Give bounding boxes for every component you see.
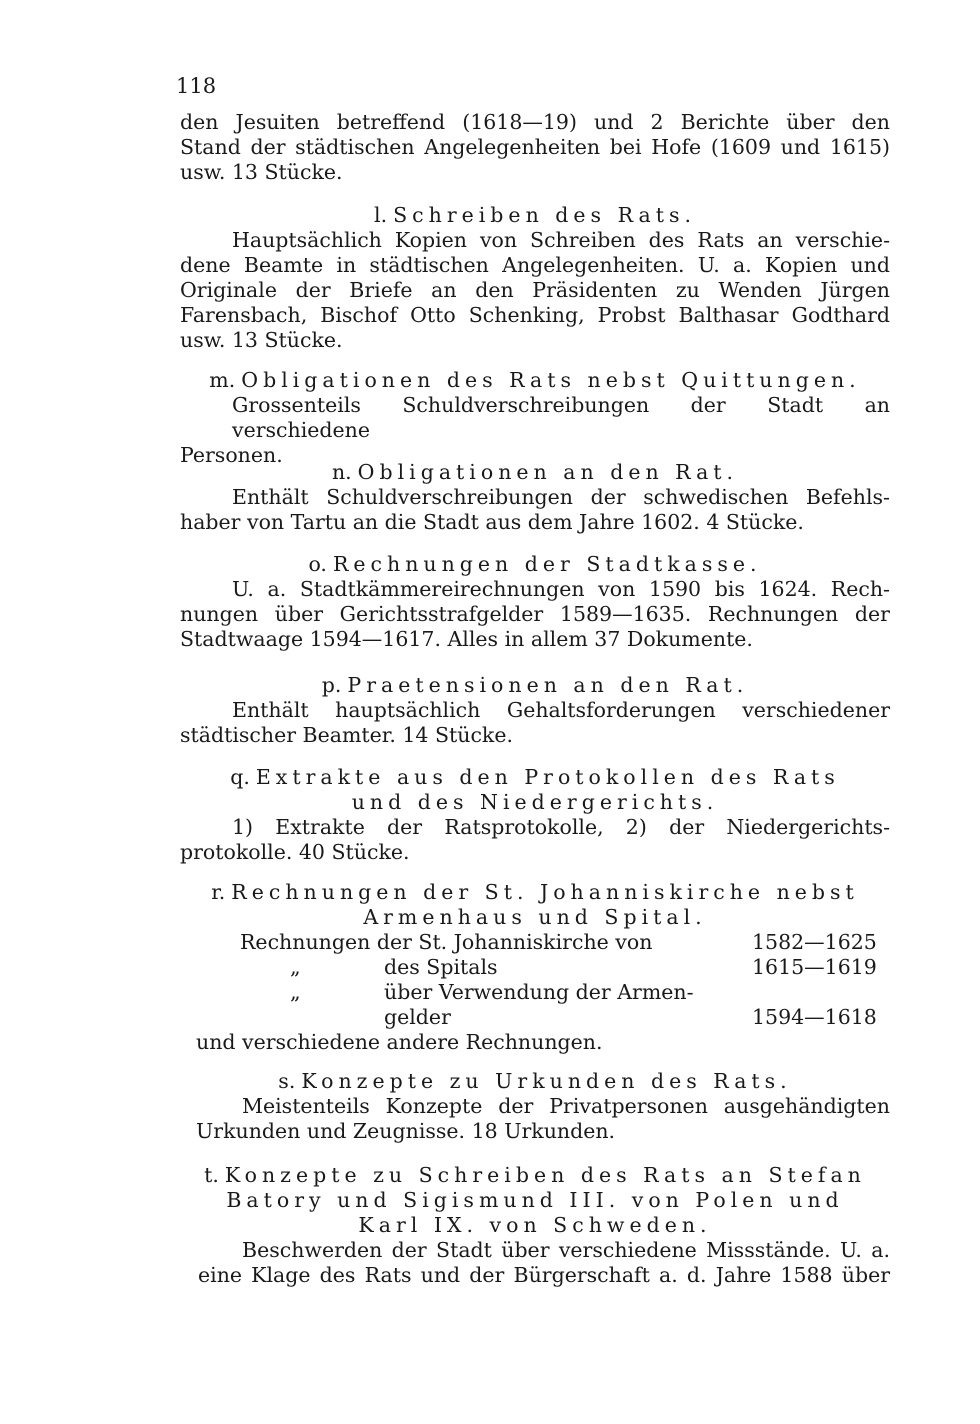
section-title: Praetensionen an den Rat. bbox=[347, 673, 749, 697]
section-title: Konzepte zu Urkunden des Rats. bbox=[301, 1069, 792, 1093]
section-title-cont: Batory und Sigismund III. von Polen und bbox=[226, 1188, 844, 1212]
table-row bbox=[180, 955, 890, 980]
section-line: 1) Extrakte der Ratsprotokolle, 2) der Niedergerichts- bbox=[232, 815, 890, 839]
section-line: Hauptsächlich Kopien von Schreiben des Rats an verschie- bbox=[232, 228, 890, 252]
section-heading bbox=[180, 552, 890, 577]
section-heading bbox=[180, 460, 890, 485]
section-letter: r. bbox=[211, 880, 226, 904]
table-cell-label: über Verwendung der Armen- bbox=[384, 980, 694, 1004]
intro-paragraph bbox=[180, 110, 890, 185]
section-line: Beschwerden der Stadt über verschiedene Missstände. U. a. bbox=[242, 1238, 890, 1262]
section-letter: n. bbox=[331, 460, 352, 484]
section-heading bbox=[180, 765, 890, 790]
table-cell-label: gelder bbox=[384, 1005, 451, 1029]
section-line: Grossenteils Schuldverschreibungen der Stadt an verschiedene bbox=[232, 393, 890, 442]
section-line: U. a. Stadtkämmereirechnungen von 1590 bis 1624. Rech- bbox=[232, 577, 890, 601]
page-number: 118 bbox=[176, 74, 217, 98]
table-row bbox=[180, 980, 890, 1005]
table-cell-label: Rechnungen der St. Johanniskirche von bbox=[240, 930, 653, 954]
section-letter: l. bbox=[374, 203, 388, 227]
section-line: Meistenteils Konzepte der Privatpersonen ausgehändigten bbox=[242, 1094, 890, 1118]
section-line: eine Klage des Rats und der Bürgerschaft a. d. Jahre 1588 über bbox=[198, 1263, 890, 1287]
section-title: Schreiben des Rats. bbox=[393, 203, 696, 227]
section-line: städtischer Beamter. 14 Stücke. bbox=[180, 723, 513, 747]
section-s bbox=[180, 1069, 890, 1144]
section-letter: o. bbox=[308, 552, 327, 576]
section-title: Obligationen des Rats nebst Quittungen. bbox=[241, 368, 861, 392]
section-n bbox=[180, 460, 890, 535]
table-cell-label: des Spitals bbox=[384, 955, 498, 979]
section-title-cont: und des Niedergerichts. bbox=[351, 790, 719, 814]
section-title: Obligationen an den Rat. bbox=[357, 460, 739, 484]
section-title: Rechnungen der St. Johanniskirche nebst bbox=[231, 880, 859, 904]
accounts-table bbox=[180, 930, 890, 1030]
section-o bbox=[180, 552, 890, 652]
section-heading bbox=[180, 203, 890, 228]
section-line: dene Beamte in städtischen Angelegenheiten. U. a. Kopien und bbox=[180, 253, 890, 277]
table-row bbox=[180, 930, 890, 955]
section-p bbox=[180, 673, 890, 748]
section-line: Personen. bbox=[180, 443, 283, 467]
section-line: Enthält Schuldverschreibungen der schwedischen Befehls- bbox=[232, 485, 890, 509]
intro-line: Stand der städtischen Angelegenheiten bei Hofe (1609 und 1615) bbox=[180, 135, 890, 159]
section-title: Rechnungen der Stadtkasse. bbox=[332, 552, 762, 576]
section-line: usw. 13 Stücke. bbox=[180, 328, 343, 352]
section-title-cont: Armenhaus und Spital. bbox=[363, 905, 707, 929]
section-line: Farensbach, Bischof Otto Schenking, Probst Balthasar Godthard bbox=[180, 303, 890, 327]
section-line: Originale der Briefe an den Präsidenten zu Wenden Jürgen bbox=[180, 278, 890, 302]
section-line: protokolle. 40 Stücke. bbox=[180, 840, 410, 864]
section-heading bbox=[180, 1163, 890, 1188]
section-heading bbox=[180, 673, 890, 698]
section-heading bbox=[180, 368, 890, 393]
section-letter: q. bbox=[230, 765, 250, 789]
section-heading bbox=[180, 880, 890, 905]
table-cell-years: 1582—1625 bbox=[752, 930, 877, 954]
section-t bbox=[180, 1163, 890, 1288]
section-letter: p. bbox=[321, 673, 342, 697]
section-q bbox=[180, 765, 890, 865]
table-row bbox=[180, 1005, 890, 1030]
section-line: Stadtwaage 1594—1617. Alles in allem 37 Dokumente. bbox=[180, 627, 753, 651]
section-line: haber von Tartu an die Stadt aus dem Jahre 1602. 4 Stücke. bbox=[180, 510, 804, 534]
section-r bbox=[180, 880, 890, 1055]
table-cell-years: 1594—1618 bbox=[752, 1005, 877, 1029]
table-cell-years: 1615—1619 bbox=[752, 955, 877, 979]
section-line: und verschiedene andere Rechnungen. bbox=[196, 1030, 603, 1054]
intro-line: usw. 13 Stücke. bbox=[180, 160, 343, 184]
intro-line: den Jesuiten betreffend (1618—19) und 2 Berichte über den bbox=[180, 110, 890, 134]
section-line: Urkunden und Zeugnisse. 18 Urkunden. bbox=[196, 1119, 616, 1143]
section-letter: m. bbox=[209, 368, 236, 392]
section-letter: s. bbox=[278, 1069, 296, 1093]
section-heading bbox=[180, 1069, 890, 1094]
section-l bbox=[180, 203, 890, 353]
ditto-mark: „ bbox=[290, 980, 301, 1004]
section-letter: t. bbox=[204, 1163, 219, 1187]
section-line: nungen über Gerichtsstrafgelder 1589—1635. Rechnungen der bbox=[180, 602, 890, 626]
section-line: Enthält hauptsächlich Gehaltsforderungen verschiedener bbox=[232, 698, 890, 722]
section-title-cont: Karl IX. von Schweden. bbox=[358, 1213, 712, 1237]
section-m bbox=[180, 368, 890, 468]
ditto-mark: „ bbox=[290, 955, 301, 979]
section-title: Extrakte aus den Protokollen des Rats bbox=[255, 765, 840, 789]
section-title: Konzepte zu Schreiben des Rats an Stefan bbox=[224, 1163, 866, 1187]
